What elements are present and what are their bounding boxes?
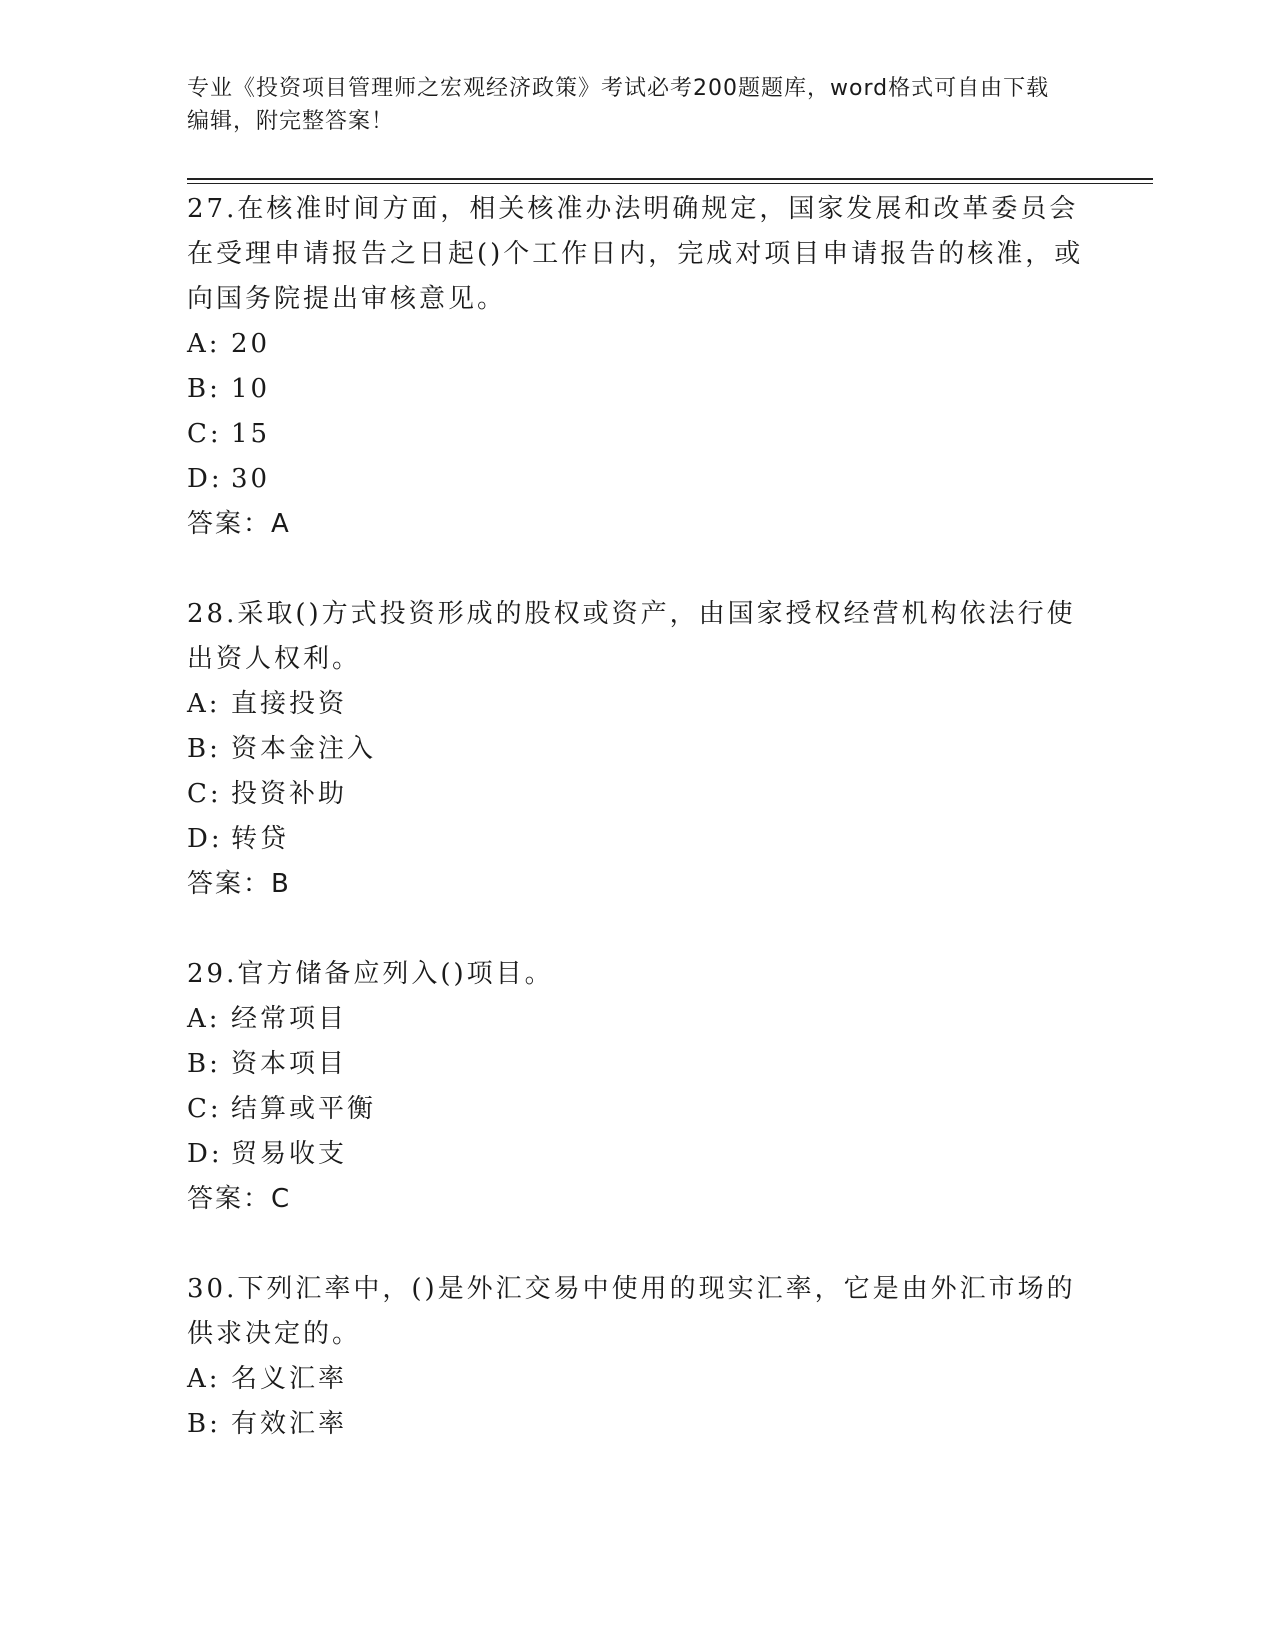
answer: 答案：B xyxy=(187,869,291,899)
option-text: 10 xyxy=(231,374,271,404)
option-b xyxy=(187,1402,1087,1447)
option-d xyxy=(187,817,1087,862)
option-a xyxy=(187,682,1087,727)
option-d xyxy=(187,457,1087,502)
option-text: 15 xyxy=(231,419,271,449)
option-c xyxy=(187,412,1087,457)
option-text: 投资补助 xyxy=(231,779,348,809)
option-c xyxy=(187,772,1087,817)
header-divider-thick xyxy=(187,178,1153,180)
option-text: 结算或平衡 xyxy=(231,1094,377,1124)
answer: 答案：C xyxy=(187,1184,292,1214)
option-b xyxy=(187,727,1087,772)
option-text: 名义汇率 xyxy=(231,1364,348,1394)
option-a xyxy=(187,322,1087,367)
question-28 xyxy=(187,592,1087,907)
option-text: 直接投资 xyxy=(231,689,348,719)
option-text: 贸易收支 xyxy=(231,1139,348,1169)
option-a xyxy=(187,997,1087,1042)
option-label: B: xyxy=(187,734,221,764)
document-header: 专业《投资项目管理师之宏观经济政策》考试必考200题题库，word格式可自由下载编辑，附完整答案！ xyxy=(187,76,1050,134)
option-label: B: xyxy=(187,1049,221,1079)
header-divider-thin xyxy=(187,183,1153,184)
option-text: 资本项目 xyxy=(231,1049,348,1079)
option-text: 资本金注入 xyxy=(231,734,377,764)
answer: 答案：A xyxy=(187,509,291,539)
option-a xyxy=(187,1357,1087,1402)
option-b xyxy=(187,367,1087,412)
option-text: 转贷 xyxy=(231,824,290,854)
option-label: A: xyxy=(187,1364,221,1394)
option-text: 30 xyxy=(231,464,271,494)
option-label: C: xyxy=(187,419,222,449)
option-label: D: xyxy=(187,1139,223,1169)
option-text: 有效汇率 xyxy=(231,1409,348,1439)
question-text: 27.在核准时间方面，相关核准办法明确规定，国家发展和改革委员会在受理申请报告之日起()个工作日内，完成对项目申请报告的核准，或向国务院提出审核意见。 xyxy=(187,194,1084,314)
option-label: A: xyxy=(187,689,221,719)
question-list xyxy=(187,187,1087,1492)
option-label: A: xyxy=(187,1004,221,1034)
option-b xyxy=(187,1042,1087,1087)
option-label: C: xyxy=(187,1094,222,1124)
option-label: A: xyxy=(187,329,221,359)
question-29 xyxy=(187,952,1087,1222)
option-label: B: xyxy=(187,374,221,404)
question-30 xyxy=(187,1267,1087,1447)
option-text: 经常项目 xyxy=(231,1004,348,1034)
option-text: 20 xyxy=(231,329,271,359)
option-c xyxy=(187,1087,1087,1132)
option-label: D: xyxy=(187,464,223,494)
question-27 xyxy=(187,187,1087,547)
option-label: C: xyxy=(187,779,222,809)
option-d xyxy=(187,1132,1087,1177)
question-text: 29.官方储备应列入()项目。 xyxy=(187,959,554,989)
option-label: B: xyxy=(187,1409,221,1439)
option-label: D: xyxy=(187,824,223,854)
question-text: 30.下列汇率中，()是外汇交易中使用的现实汇率，它是由外汇市场的供求决定的。 xyxy=(187,1274,1076,1349)
question-text: 28.采取()方式投资形成的股权或资产，由国家授权经营机构依法行使出资人权利。 xyxy=(187,599,1076,674)
